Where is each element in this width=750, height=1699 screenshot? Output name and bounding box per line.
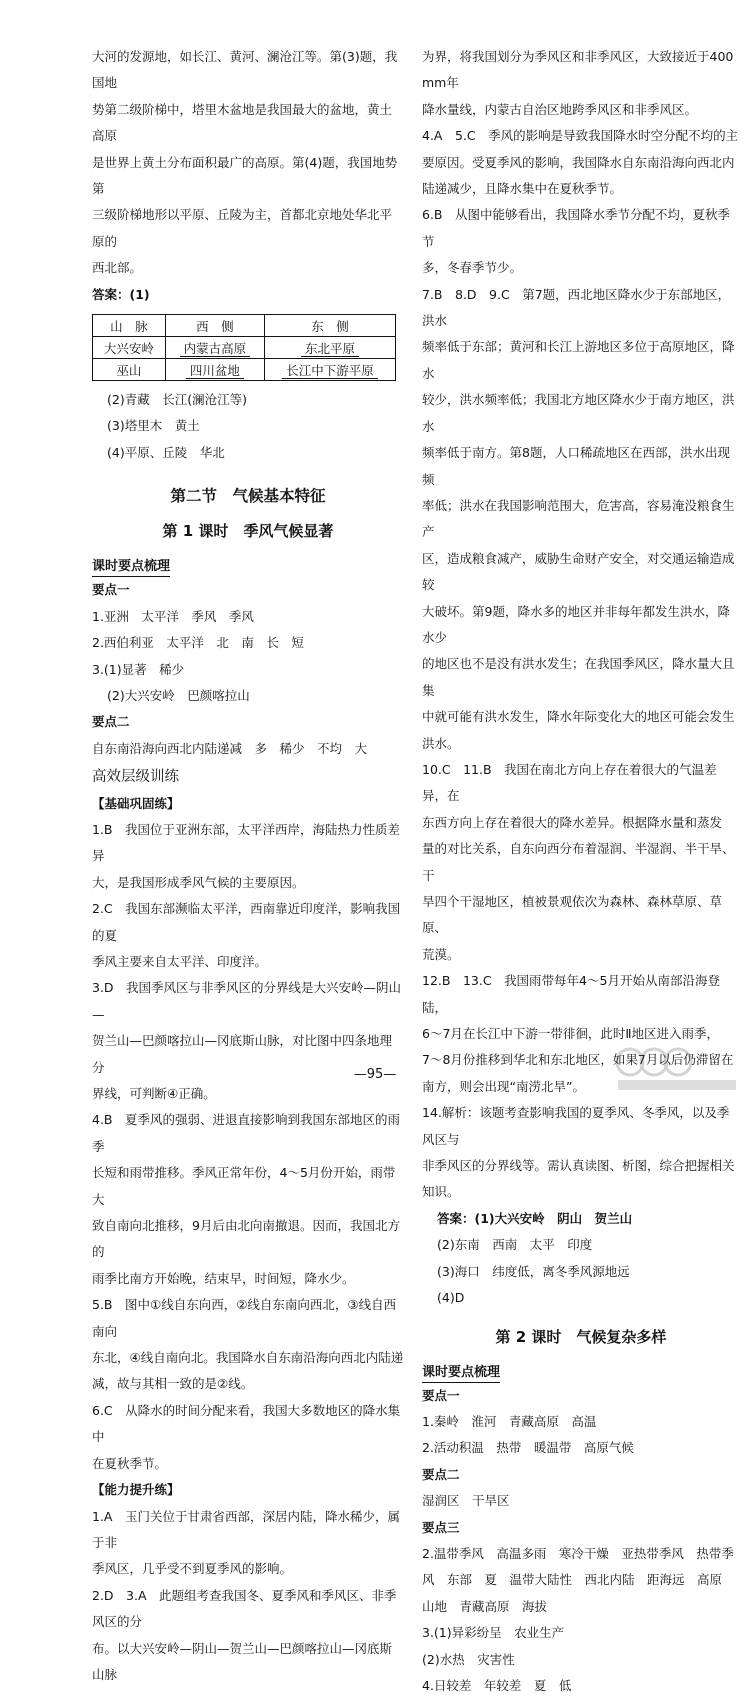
text-line: 季风主要来自太平洋、印度洋。 [92, 953, 268, 969]
text-line: 是世界上黄土分布面积最广的高原。第(4)题，我国地势第 [92, 154, 398, 197]
table-header-cell: 东 侧 [264, 315, 395, 337]
table-cell: 大兴安岭 [93, 337, 166, 359]
text-line: 2.西伯利亚 太平洋 北 南 长 短 [92, 635, 304, 651]
text-line: 的地区也不是没有洪水发生；在我国季风区，降水量大且集 [422, 656, 735, 698]
point-label: 要点一 [422, 1387, 460, 1403]
review-heading: 课时要点梳理 [92, 555, 170, 577]
text-line: 减，故与其相一致的是②线。 [92, 1376, 254, 1392]
text-line: 量的对比关系，自东向西分布着湿润、半湿润、半干旱、干 [422, 841, 735, 883]
text-line: 4.日较差 年较差 夏 低 [422, 1677, 572, 1693]
text-line: 势第二级阶梯中，塔里木盆地是我国最大的盆地，黄土高原 [92, 101, 393, 144]
table-cell: 长江中下游平原 [264, 359, 395, 381]
table-header-cell: 山 脉 [93, 315, 166, 337]
q14-explanation [422, 1100, 740, 1206]
text-line: 1.B 我国位于亚洲东部，太平洋西岸，海陆热力性质差异 [92, 821, 401, 864]
q14-answer: 答案：(1)大兴安岭 阴山 贺兰山 [437, 1210, 633, 1226]
text-line: 降水量线，内蒙古自治区地跨季风区和非季风区。 [422, 101, 698, 117]
review-heading: 课时要点梳理 [422, 1361, 500, 1383]
point-line: 湿润区 干旱区 [422, 1493, 510, 1509]
text-line: 中就可能有洪水发生，降水年际变化大的地区可能会发生 [422, 709, 735, 725]
text-line: 贺兰山—巴颜喀拉山—冈底斯山脉，对比图中四条地理分 [92, 1033, 393, 1075]
text-line: 4.A 5.C 季风的影响是导致我国降水时空分配不均的主 [422, 128, 739, 144]
text-line: 12.B 13.C 我国雨带每年4～5月开始从南部沿海登陆， [422, 973, 720, 1015]
point-label: 要点三 [422, 1519, 460, 1535]
table-header-cell: 西 侧 [165, 315, 264, 337]
text-line: 1.A 玉门关位于甘肃省西部，深居内陆，降水稀少，属于非 [92, 1508, 400, 1550]
text-line: 知识。 [422, 1184, 460, 1200]
table-cell: 四川盆地 [165, 359, 264, 381]
text-line: 2.温带季风 高温多雨 寒冷干燥 亚热带季风 热带季 [422, 1545, 734, 1561]
text-line: 雨季比南方开始晚，结束早，时间短，降水少。 [92, 1270, 355, 1286]
text-line: 3.D 我国季风区与非季风区的分界线是大兴安岭—阴山— [92, 980, 402, 1022]
text-line: 6～7月在长江中下游一带徘徊，此时Ⅱ地区进入雨季， [422, 1026, 720, 1042]
text-line: 1.亚洲 太平洋 季风 季风 [92, 608, 254, 624]
text-line: (4)平原、丘陵 华北 [107, 444, 225, 460]
text-line: 3.(1)异彩纷呈 农业生产 [422, 1625, 565, 1641]
point-label: 要点二 [92, 714, 130, 730]
table-row [93, 337, 396, 359]
text-line: 频率低于东部；黄河和长江上游地区多位于高原地区，降水 [422, 339, 735, 381]
text-line: (2)青藏 长江(澜沧江等) [107, 392, 247, 408]
table-cell: 东北平原 [264, 337, 395, 359]
answer-list [92, 387, 404, 466]
text-line: 非季风区的分界线等。需认真读图、析图，综合把握相关 [422, 1158, 735, 1174]
training-heading: 高效层级训练 [92, 769, 179, 786]
text-line: 东北，④线自南向北。我国降水自东南沿海向西北内陆递 [92, 1350, 404, 1366]
text-line: 14.解析：该题考查影响我国的夏季风、冬季风，以及季风区与 [422, 1105, 730, 1147]
text-line: 较少，洪水频率低；我国北方地区降水少于南方地区，洪水 [422, 392, 735, 434]
text-line: 大，是我国形成季风气候的主要原因。 [92, 874, 305, 890]
watermark-logo [612, 1042, 742, 1094]
text-line: 10.C 11.B 我国在南北方向上存在着很大的气温差异，在 [422, 761, 717, 804]
page-number: —95— [353, 1067, 397, 1082]
intro-paragraph [92, 44, 404, 282]
text-line: 旱四个干湿地区，植被景观依次为森林、森林草原、草原、 [422, 894, 723, 936]
point-lines [422, 1620, 740, 1699]
text-line: 7～8月份推移到华北和东北地区，如果7月以后仍滞留在 [422, 1052, 734, 1068]
lesson-title: 第 2 课时 气候复杂多样 [495, 1327, 667, 1346]
text-line: 长短和雨带推移。季风正常年份，4～5月份开始，雨带大 [92, 1165, 396, 1207]
text-line: 要原因。受夏季风的影响，我国降水自东南沿海向西北内 [422, 154, 735, 170]
table-cell: 内蒙古高原 [165, 337, 264, 359]
text-line: 东西方向上存在着很大的降水差异。根据降水量和蒸发 [422, 814, 723, 830]
text-line: (2)水热 灾害性 [422, 1651, 515, 1667]
basic-exercises [92, 817, 404, 1477]
text-line: 风 东部 夏 温带大陆性 西北内陆 距海远 高原 [422, 1572, 723, 1588]
text-line: (4)D [437, 1290, 465, 1306]
point-label: 要点一 [92, 582, 130, 598]
text-line: 布。以大兴安岭—阴山—贺兰山—巴颜喀拉山—冈底斯山脉 [92, 1640, 393, 1682]
text-line: 为界，将我国划分为季风区和非季风区，大致接近于400 mm年 [422, 49, 734, 91]
point-line: (2)大兴安岭 巴颜喀拉山 [107, 687, 250, 703]
q14-answers [422, 1232, 740, 1311]
text-line: 致自南向北推移，9月后由北向南撤退。因而，我国北方的 [92, 1218, 400, 1260]
text-line: (3)海口 纬度低，离冬季风源地远 [437, 1263, 630, 1279]
text-line: 界线，可判断④正确。 [92, 1086, 216, 1101]
text-line: 率低；洪水在我国影响范围大，危害高，容易淹没粮食生产 [422, 497, 735, 540]
left-column [92, 44, 404, 1688]
ability-exercises [92, 1504, 404, 1689]
text-line: 南方，则会出现“南涝北旱”。 [422, 1078, 585, 1094]
section-title: 第二节 气候基本特征 [170, 487, 326, 506]
point-lines [422, 1541, 740, 1620]
text-line: 频率低于南方。第8题，人口稀疏地区在西部，洪水出现频 [422, 445, 730, 487]
text-line: 西北部。 [92, 260, 143, 276]
text-line: 陆递减少，且降水集中在夏秋季节。 [422, 181, 623, 197]
point-line: 自东南沿海向西北内陆递减 多 稀少 不均 大 [92, 740, 368, 756]
text-line: 多，冬春季节少。 [422, 260, 523, 276]
text-line: (3)塔里木 黄土 [107, 418, 200, 434]
table-header-row [93, 315, 396, 337]
point-label: 要点二 [422, 1466, 460, 1482]
text-line: 6.B 从图中能够看出，我国降水季节分配不均，夏秋季节 [422, 207, 731, 249]
text-line: 在夏秋季节。 [92, 1455, 168, 1471]
basic-heading: 【基础巩固练】 [92, 795, 180, 811]
text-line: 5.B 图中①线自东向西，②线自东南向西北，③线自西南向 [92, 1297, 397, 1339]
text-line: 荒漠。 [422, 946, 460, 962]
table-row [93, 359, 396, 381]
text-line: 7.B 8.D 9.C 第7题，西北地区降水少于东部地区，洪水 [422, 286, 731, 329]
text-line: 季风区，几乎受不到夏季风的影响。 [92, 1561, 293, 1577]
text-line: 大河的发源地，如长江、黄河、澜沧江等。第(3)题，我国地 [92, 49, 398, 91]
point-lines [422, 1409, 740, 1462]
right-column [422, 44, 740, 1699]
text-line: 6.C 从降水的时间分配来看，我国大多数地区的降水集中 [92, 1402, 401, 1445]
text-line: 山地 青藏高原 海拔 [422, 1598, 548, 1614]
text-line: 2.C 我国东部濒临太平洋，西南靠近印度洋，影响我国的夏 [92, 901, 401, 943]
text-line: 1.秦岭 淮河 青藏高原 高温 [422, 1413, 597, 1429]
answer-explanations [422, 44, 740, 1100]
text-line: 3.(1)显著 稀少 [92, 661, 185, 677]
text-line: 大破坏。第9题，降水多的地区并非每年都发生洪水，降水少 [422, 603, 730, 645]
text-line: 4.B 夏季风的强弱、进退直接影响到我国东部地区的雨季 [92, 1112, 401, 1154]
point-lines [92, 604, 404, 683]
answer-label: 答案：(1) [92, 286, 150, 302]
text-line: 2.D 3.A 此题组考查我国冬、夏季风和季风区、非季风区的分 [92, 1587, 397, 1630]
table-cell: 巫山 [93, 359, 166, 381]
text-line: 洪水。 [422, 735, 460, 751]
text-line: (2)东南 西南 太平 印度 [437, 1237, 593, 1253]
text-line: 三级阶梯地形以平原、丘陵为主，首都北京地处华北平原的 [92, 207, 393, 249]
text-line: 2.活动积温 热带 暖温带 高原气候 [422, 1440, 634, 1456]
lesson-title: 第 1 课时 季风气候显著 [162, 522, 334, 541]
mountain-table [92, 314, 396, 381]
text-line: 区，造成粮食减产，威胁生命财产安全，对交通运输造成较 [422, 550, 735, 593]
ability-heading: 【能力提升练】 [92, 1482, 180, 1498]
